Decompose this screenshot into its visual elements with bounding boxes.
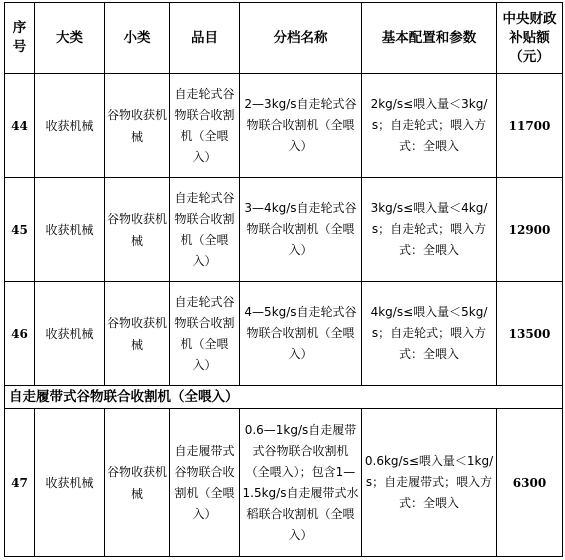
header-config: 基本配置和参数 [362, 3, 497, 74]
row-config: 0.6kg/s≤喂入量＜1kg/s；自走履带式；喂入方式：全喂入 [362, 409, 497, 557]
table-row [5, 282, 563, 386]
row-category: 收获机械 [35, 409, 105, 557]
subsidy-table [4, 2, 563, 557]
row-item: 自走轮式谷物联合收割机（全喂入） [170, 282, 240, 386]
table-row [5, 74, 563, 178]
row-item: 自走轮式谷物联合收割机（全喂入） [170, 178, 240, 282]
header-subsidy: 中央财政补贴额（元） [497, 3, 563, 74]
row-subsidy: 13500 [497, 282, 563, 386]
row-category: 收获机械 [35, 178, 105, 282]
header-subcategory: 小类 [105, 3, 170, 74]
row-subsidy: 6300 [497, 409, 563, 557]
row-config: 3kg/s≤喂入量＜4kg/s；自走轮式；喂入方式：全喂入 [362, 178, 497, 282]
row-subsidy: 11700 [497, 74, 563, 178]
section-header-row [5, 386, 563, 409]
header-tier: 分档名称 [240, 3, 362, 74]
row-index: 47 [5, 409, 35, 557]
row-item: 自走轮式谷物联合收割机（全喂入） [170, 74, 240, 178]
section-title: 自走履带式谷物联合收割机（全喂入） [5, 386, 563, 409]
row-index: 45 [5, 178, 35, 282]
row-category: 收获机械 [35, 74, 105, 178]
row-tier: 4—5kg/s自走轮式谷物联合收割机（全喂入） [240, 282, 362, 386]
row-tier: 0.6—1kg/s自走履带式谷物联合收割机（全喂入）；包含1—1.5kg/s自走履带式水稻联合收割机（全喂入） [240, 409, 362, 557]
row-category: 收获机械 [35, 282, 105, 386]
row-index: 46 [5, 282, 35, 386]
row-subcategory: 谷物收获机械 [105, 178, 170, 282]
table-row [5, 178, 563, 282]
row-subsidy: 12900 [497, 178, 563, 282]
header-row [5, 3, 563, 74]
row-config: 2kg/s≤喂入量＜3kg/s；自走轮式；喂入方式：全喂入 [362, 74, 497, 178]
row-tier: 3—4kg/s自走轮式谷物联合收割机（全喂入） [240, 178, 362, 282]
row-subcategory: 谷物收获机械 [105, 282, 170, 386]
row-subcategory: 谷物收获机械 [105, 74, 170, 178]
row-config: 4kg/s≤喂入量＜5kg/s；自走轮式；喂入方式：全喂入 [362, 282, 497, 386]
header-item: 品目 [170, 3, 240, 74]
row-tier: 2—3kg/s自走轮式谷物联合收割机（全喂入） [240, 74, 362, 178]
row-item: 自走履带式谷物联合收割机（全喂入） [170, 409, 240, 557]
row-index: 44 [5, 74, 35, 178]
header-index: 序号 [5, 3, 35, 74]
table-row [5, 409, 563, 557]
header-category: 大类 [35, 3, 105, 74]
row-subcategory: 谷物收获机械 [105, 409, 170, 557]
